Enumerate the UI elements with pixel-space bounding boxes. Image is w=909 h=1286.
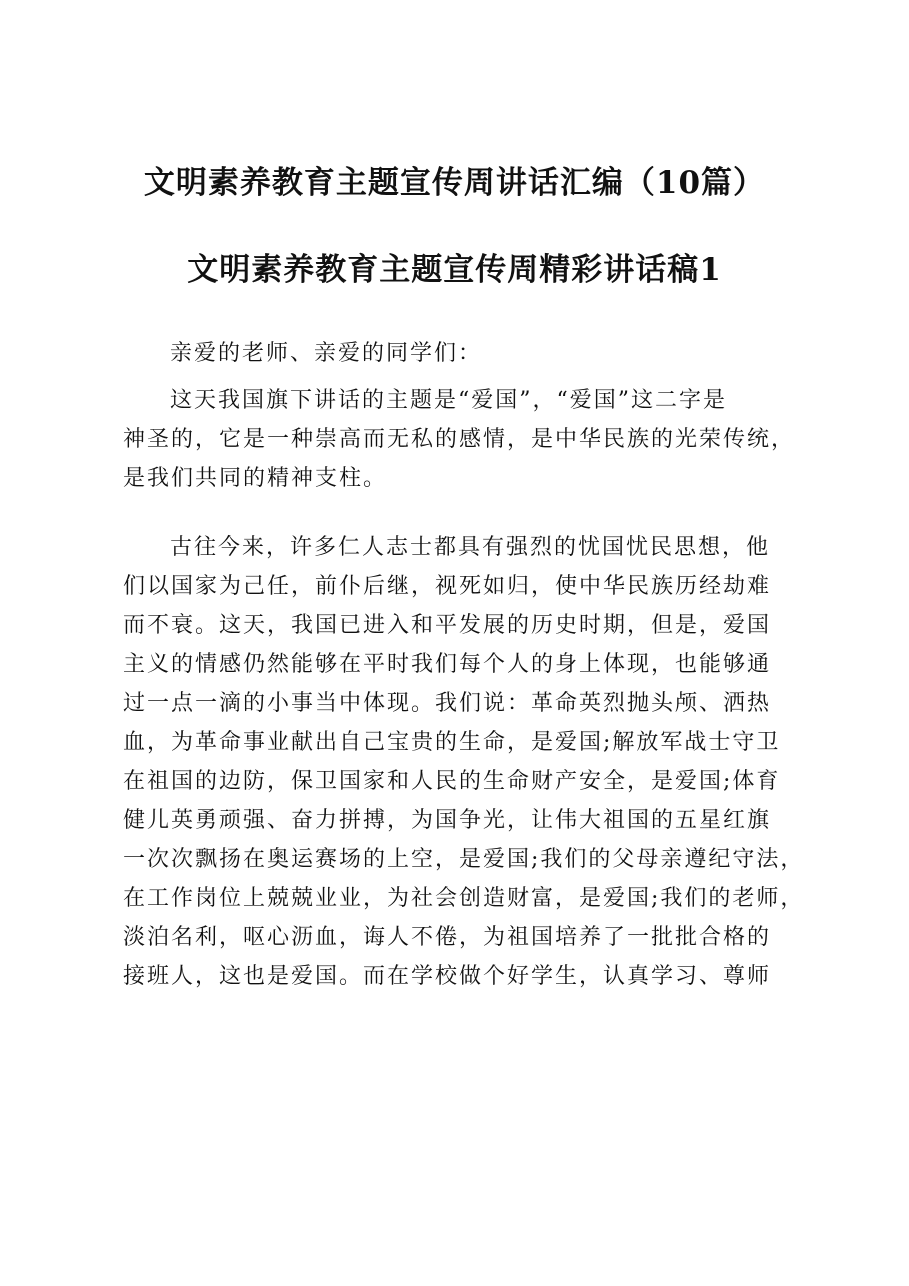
- paragraph-line: 神圣的，它是一种崇高而无私的感情，是中华民族的光荣传统，: [123, 427, 796, 452]
- paragraph-line: 古往今来，许多仁人志士都具有强烈的忧国忧民思想，他: [170, 535, 771, 560]
- document-title: 文明素养教育主题宣传周讲话汇编（10篇）: [143, 165, 766, 201]
- paragraph-2: [123, 528, 803, 996]
- greeting-line: 亲爱的老师、亲爱的同学们：: [170, 341, 483, 366]
- paragraph-line: 主义的情感仍然能够在平时我们每个人的身上体现，也能够通: [123, 652, 772, 677]
- paragraph-line: 这天我国旗下讲话的主题是“爱国”，“爱国”这二字是: [170, 388, 727, 413]
- paragraph-line: 在祖国的边防，保卫国家和人民的生命财产安全，是爱国;体育: [123, 769, 781, 794]
- document-subtitle: 文明素养教育主题宣传周精彩讲话稿1: [187, 252, 722, 288]
- paragraph-line: 血，为革命事业献出自己宝贵的生命，是爱国;解放军战士守卫: [123, 730, 781, 755]
- paragraph-line: 在工作岗位上兢兢业业，为社会创造财富，是爱国;我们的老师，: [123, 886, 805, 911]
- paragraph-1: [123, 381, 803, 498]
- paragraph-line: 接班人，这也是爱国。而在学校做个好学生，认真学习、尊师: [123, 964, 772, 989]
- paragraph-line: 健儿英勇顽强、奋力拼搏，为国争光，让伟大祖国的五星红旗: [123, 808, 772, 833]
- greeting: [123, 334, 803, 373]
- paragraph-line: 而不衰。这天，我国已进入和平发展的历史时期，但是，爱国: [123, 613, 772, 638]
- paragraph-line: 是我们共同的精神支柱。: [123, 466, 388, 491]
- paragraph-line: 一次次飘扬在奥运赛场的上空，是爱国;我们的父母亲遵纪守法，: [123, 847, 805, 872]
- paragraph-line: 们以国家为己任，前仆后继，视死如归，使中华民族历经劫难: [123, 574, 772, 599]
- paragraph-line: 过一点一滴的小事当中体现。我们说：革命英烈抛头颅、洒热: [123, 691, 772, 716]
- paragraph-line: 淡泊名利，呕心沥血，诲人不倦，为祖国培养了一批批合格的: [123, 925, 772, 950]
